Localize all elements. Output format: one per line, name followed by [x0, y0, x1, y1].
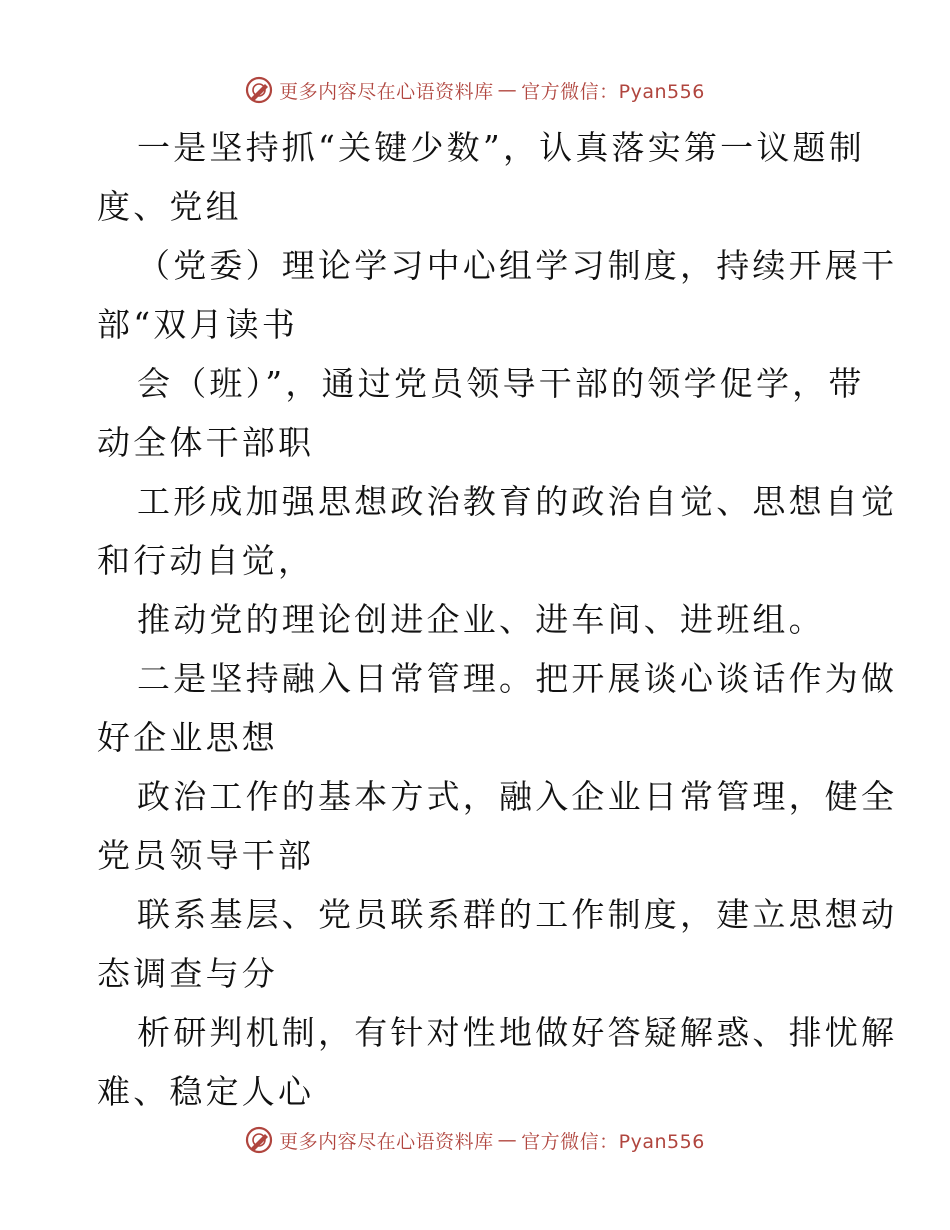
- paragraph: [97, 1003, 898, 1121]
- watermark-text: 更多内容尽在心语资料库: [279, 1130, 494, 1153]
- paragraph-line: 部“双月读书: [97, 305, 299, 344]
- paragraph-line: 政治工作的基本方式，融入企业日常管理，健全: [137, 777, 898, 816]
- paragraph: [97, 118, 865, 236]
- header-watermark: [0, 70, 950, 110]
- paragraph: [97, 885, 898, 1003]
- paragraph-line: 工形成加强思想政治教育的政治自觉、思想自觉: [137, 482, 898, 521]
- watermark-dash: —: [497, 1129, 518, 1151]
- paragraph: [97, 590, 857, 649]
- paragraph-line: 析研判机制，有针对性地做好答疑解惑、排忧解: [137, 1013, 898, 1052]
- document-body: [97, 118, 898, 1121]
- paragraph-line: 难、稳定人心: [97, 1072, 315, 1111]
- paragraph-line: 度、党组: [97, 187, 242, 226]
- paragraph-line: 和行动自觉，: [97, 541, 315, 580]
- paragraph: [97, 472, 898, 590]
- watermark-text: 更多内容尽在心语资料库: [279, 80, 494, 103]
- paragraph-line: 联系基层、党员联系群的工作制度，建立思想动: [137, 895, 898, 934]
- paragraph-line: 一是坚持抓“关键少数”，认真落实第一议题制: [137, 128, 865, 167]
- pen-logo-icon: [245, 76, 273, 104]
- watermark-contact: 官方微信：Pyan556: [521, 1130, 705, 1153]
- watermark-dash: —: [497, 79, 518, 101]
- paragraph-line: 动全体干部职: [97, 423, 315, 462]
- pen-logo-icon: [245, 1126, 273, 1154]
- paragraph-line: 推动党的理论创进企业、进车间、进班组。: [137, 600, 825, 639]
- paragraph-line: （党委）理论学习中心组学习制度，持续开展干: [137, 246, 898, 285]
- paragraph-line: 会（班）”，通过党员领导干部的领学促学，带: [137, 364, 865, 403]
- footer-watermark: [0, 1120, 950, 1160]
- watermark-contact: 官方微信：Pyan556: [521, 80, 705, 103]
- paragraph: [97, 649, 898, 767]
- paragraph: [97, 236, 898, 354]
- paragraph-line: 党员领导干部: [97, 836, 315, 875]
- paragraph: [97, 354, 865, 472]
- paragraph-line: 态调查与分: [97, 954, 278, 993]
- paragraph-line: 二是坚持融入日常管理。把开展谈心谈话作为做: [137, 659, 898, 698]
- paragraph: [97, 767, 898, 885]
- paragraph-line: 好企业思想: [97, 718, 278, 757]
